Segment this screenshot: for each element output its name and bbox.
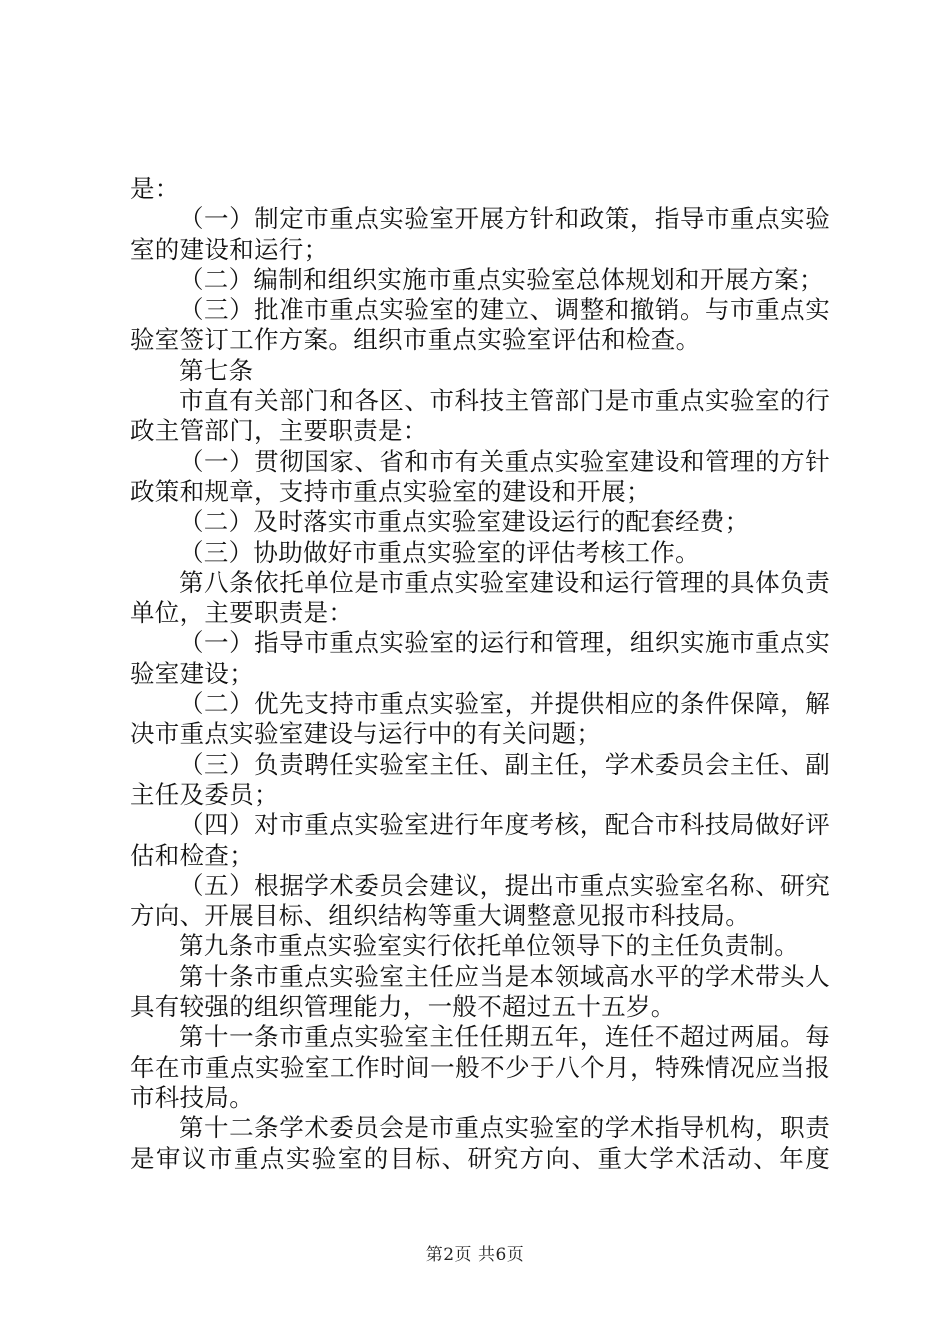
document-body <box>130 174 830 1174</box>
paragraph: 第十一条市重点实验室主任任期五年，连任不超过两届。每年在市重点实验室工作时间一般不少于八个月，特殊情况应当报市科技局。 <box>130 1022 830 1112</box>
paragraph: （三）批准市重点实验室的建立、调整和撤销。与市重点实验室签订工作方案。组织市重点实验室评估和检查。 <box>130 295 830 355</box>
paragraph: 第八条依托单位是市重点实验室建设和运行管理的具体负责单位，主要职责是： <box>130 567 830 628</box>
paragraph: （一）指导市重点实验室的运行和管理，组织实施市重点实验室建设； <box>130 628 830 688</box>
paragraph: 第九条市重点实验室实行依托单位领导下的主任负责制。 <box>179 931 799 961</box>
page-number-footer: 第2页 共6页 <box>425 1245 525 1265</box>
paragraph: （一）制定市重点实验室开展方针和政策，指导市重点实验室的建设和运行； <box>130 204 830 264</box>
paragraph: （二）编制和组织实施市重点实验室总体规划和开展方案； <box>179 264 824 294</box>
article-heading: 第七条 <box>179 355 254 385</box>
paragraph: （三）负责聘任实验室主任、副主任，学术委员会主任、副主任及委员； <box>130 749 830 809</box>
paragraph: （三）协助做好市重点实验室的评估考核工作。 <box>179 537 700 567</box>
paragraph: （四）对市重点实验室进行年度考核，配合市科技局做好评估和检查； <box>130 810 830 870</box>
paragraph: 市直有关部门和各区、市科技主管部门是市重点实验室的行政主管部门，主要职责是： <box>130 386 830 446</box>
paragraph: （二）优先支持市重点实验室，并提供相应的条件保障，解决市重点实验室建设与运行中的有关问题； <box>130 689 830 749</box>
paragraph: 第十条市重点实验室主任应当是本领域高水平的学术带头人具有较强的组织管理能力，一般不超过五十五岁。 <box>130 961 830 1022</box>
paragraph: 是： <box>130 174 180 203</box>
paragraph: 第十二条学术委员会是市重点实验室的学术指导机构，职责是审议市重点实验室的目标、研究方向、重大学术活动、年度 <box>130 1113 830 1173</box>
paragraph: （二）及时落实市重点实验室建设运行的配套经费； <box>179 507 750 537</box>
paragraph: （五）根据学术委员会建议，提出市重点实验室名称、研究方向、开展目标、组织结构等重大调整意见报市科技局。 <box>130 870 830 931</box>
paragraph: （一）贯彻国家、省和市有关重点实验室建设和管理的方针政策和规章，支持市重点实验室的建设和开展； <box>130 446 830 506</box>
